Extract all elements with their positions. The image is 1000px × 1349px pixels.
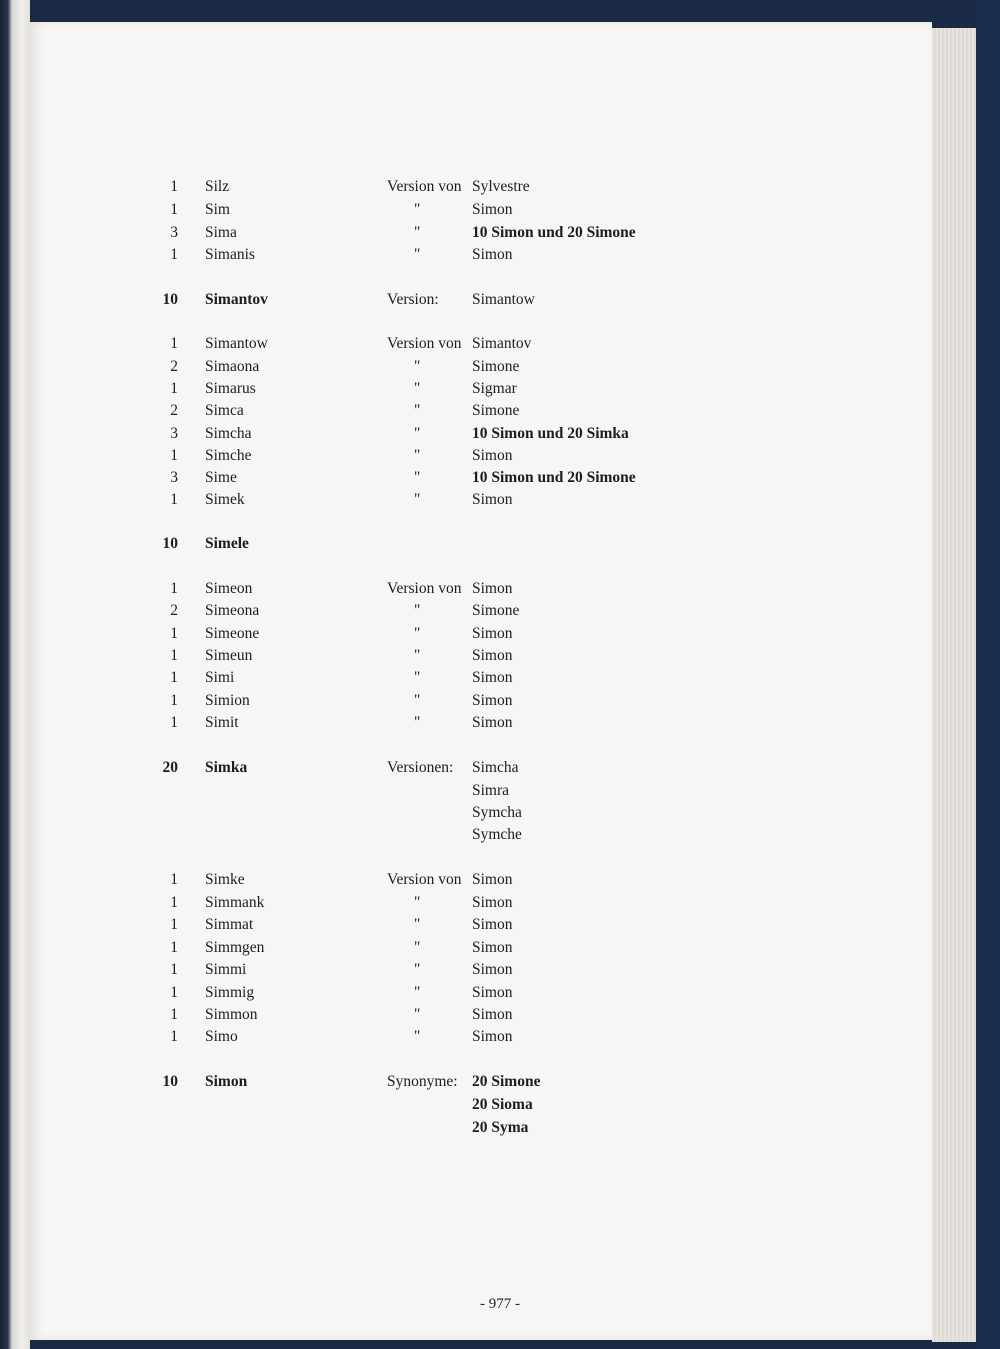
entry-name: Sima: [205, 224, 237, 241]
entry-row: [0, 356, 1000, 378]
entry-name: Simantov: [205, 291, 268, 308]
entry-row: [0, 982, 1000, 1004]
entry-value: Simon: [472, 692, 513, 709]
entry-name: Simele: [205, 535, 249, 552]
entry-count: 1: [170, 246, 178, 263]
entry-row: [0, 176, 1000, 198]
entry-row: [0, 802, 1000, 824]
entry-value: Simon: [472, 1028, 513, 1045]
entry-value: Simon: [472, 961, 513, 978]
ditto-mark: ": [414, 491, 421, 508]
entry-value: Simone: [472, 358, 520, 375]
entry-count: 2: [170, 358, 178, 375]
entry-row: [0, 667, 1000, 689]
entry-name: Simion: [205, 692, 250, 709]
entry-row: [0, 533, 1000, 555]
entry-name: Simantow: [205, 335, 268, 352]
entry-row: [0, 578, 1000, 600]
entry-row: [0, 489, 1000, 511]
entry-label: Version von: [387, 178, 462, 195]
entry-name: Simcha: [205, 425, 252, 442]
entry-row: [0, 757, 1000, 779]
entry-value: 20 Simone: [472, 1073, 541, 1090]
entry-count: 10: [162, 291, 178, 308]
ditto-mark: ": [414, 939, 421, 956]
entry-name: Simi: [205, 669, 235, 686]
entry-count: 3: [170, 469, 178, 486]
entry-name: Simo: [205, 1028, 238, 1045]
entry-count: 1: [170, 894, 178, 911]
ditto-mark: ": [414, 647, 421, 664]
entry-name: Simeona: [205, 602, 260, 619]
entry-count: 1: [170, 201, 178, 218]
entry-row: [0, 600, 1000, 622]
ditto-mark: ": [414, 916, 421, 933]
entry-row: [0, 780, 1000, 802]
ditto-mark: ": [414, 714, 421, 731]
entry-value: Simone: [472, 402, 520, 419]
ditto-mark: ": [414, 984, 421, 1001]
entry-name: Simmat: [205, 916, 254, 933]
entry-count: 1: [170, 380, 178, 397]
ditto-mark: ": [414, 380, 421, 397]
entry-value: 20 Syma: [472, 1119, 529, 1136]
entry-count: 2: [170, 402, 178, 419]
entry-count: 1: [170, 916, 178, 933]
ditto-mark: ": [414, 1006, 421, 1023]
entry-name: Simeone: [205, 625, 260, 642]
entry-value: Simon: [472, 647, 513, 664]
entry-count: 1: [170, 335, 178, 352]
entry-value: Simon: [472, 714, 513, 731]
entry-row: [0, 959, 1000, 981]
entry-name: Simche: [205, 447, 252, 464]
entry-row: [0, 467, 1000, 489]
entry-value: Simon: [472, 894, 513, 911]
entry-label: Version von: [387, 335, 462, 352]
entry-row: [0, 892, 1000, 914]
entry-row: [0, 1117, 1000, 1139]
ditto-mark: ": [414, 1028, 421, 1045]
entry-label: Version von: [387, 580, 462, 597]
entry-name: Sime: [205, 469, 237, 486]
entry-name: Simeun: [205, 647, 253, 664]
entry-row: [0, 222, 1000, 244]
entry-name: Simmon: [205, 1006, 258, 1023]
entry-row: [0, 690, 1000, 712]
entry-value: Symcha: [472, 804, 522, 821]
entry-count: 1: [170, 669, 178, 686]
ditto-mark: ": [414, 894, 421, 911]
ditto-mark: ": [414, 402, 421, 419]
entry-name: Simaona: [205, 358, 260, 375]
ditto-mark: ": [414, 224, 421, 241]
entry-label: Versionen:: [387, 759, 454, 776]
entry-count: 3: [170, 224, 178, 241]
entry-row: [0, 623, 1000, 645]
entry-row: [0, 1004, 1000, 1026]
entry-row: [0, 199, 1000, 221]
entry-value: Simon: [472, 625, 513, 642]
ditto-mark: ": [414, 625, 421, 642]
entry-row: [0, 914, 1000, 936]
entry-label: Version von: [387, 871, 462, 888]
entry-count: 1: [170, 939, 178, 956]
entry-name: Silz: [205, 178, 230, 195]
entry-value: Simon: [472, 916, 513, 933]
entry-value: Simon: [472, 491, 513, 508]
ditto-mark: ": [414, 447, 421, 464]
ditto-mark: ": [414, 201, 421, 218]
entry-value: Simon: [472, 669, 513, 686]
ditto-mark: ": [414, 961, 421, 978]
entry-count: 10: [162, 1073, 178, 1090]
entry-name: Simon: [205, 1073, 248, 1090]
entry-row: [0, 289, 1000, 311]
entry-row: [0, 423, 1000, 445]
entry-value: Simcha: [472, 759, 519, 776]
entry-value: Simantov: [472, 335, 532, 352]
entry-value: 10 Simon und 20 Simka: [472, 425, 629, 442]
entry-value: 10 Simon und 20 Simone: [472, 469, 636, 486]
entry-count: 20: [162, 759, 178, 776]
entry-value: Sylvestre: [472, 178, 530, 195]
entry-row: [0, 400, 1000, 422]
entry-name: Simek: [205, 491, 245, 508]
entry-count: 1: [170, 871, 178, 888]
entry-name: Simeon: [205, 580, 253, 597]
entry-count: 1: [170, 984, 178, 1001]
entry-row: [0, 712, 1000, 734]
entry-value: Simantow: [472, 291, 535, 308]
entry-value: Simon: [472, 984, 513, 1001]
entry-row: [0, 1094, 1000, 1116]
entry-name: Simke: [205, 871, 245, 888]
entry-name: Simca: [205, 402, 244, 419]
entry-count: 3: [170, 425, 178, 442]
entry-value: Simone: [472, 602, 520, 619]
entry-name: Simanis: [205, 246, 255, 263]
entry-value: Simon: [472, 447, 513, 464]
entry-count: 10: [162, 535, 178, 552]
entry-count: 1: [170, 692, 178, 709]
ditto-mark: ": [414, 358, 421, 375]
entry-name: Simmig: [205, 984, 255, 1001]
entry-value: Sigmar: [472, 380, 517, 397]
entry-value: Simon: [472, 201, 513, 218]
entry-value: Simra: [472, 782, 510, 799]
entry-row: [0, 244, 1000, 266]
entry-row: [0, 824, 1000, 846]
entry-value: Symche: [472, 826, 522, 843]
entry-label: Synonyme:: [387, 1073, 458, 1090]
ditto-mark: ": [414, 469, 421, 486]
entry-count: 2: [170, 602, 178, 619]
entry-count: 1: [170, 491, 178, 508]
entry-name: Simmank: [205, 894, 265, 911]
entry-name: Simmi: [205, 961, 247, 978]
ditto-mark: ": [414, 425, 421, 442]
ditto-mark: ": [414, 602, 421, 619]
entry-row: [0, 445, 1000, 467]
entry-name: Simka: [205, 759, 248, 776]
entry-value: 20 Sioma: [472, 1096, 533, 1113]
entry-value: Simon: [472, 1006, 513, 1023]
entry-row: [0, 645, 1000, 667]
entry-row: [0, 869, 1000, 891]
entry-name: Simmgen: [205, 939, 265, 956]
entry-value: Simon: [472, 871, 513, 888]
entry-name: Simit: [205, 714, 239, 731]
ditto-mark: ": [414, 692, 421, 709]
entry-count: 1: [170, 178, 178, 195]
entry-value: Simon: [472, 580, 513, 597]
entry-value: Simon: [472, 246, 513, 263]
entry-count: 1: [170, 447, 178, 464]
entry-count: 1: [170, 714, 178, 731]
entry-row: [0, 1026, 1000, 1048]
entry-row: [0, 333, 1000, 355]
entry-count: 1: [170, 1028, 178, 1045]
entry-count: 1: [170, 625, 178, 642]
entry-row: [0, 378, 1000, 400]
entry-value: 10 Simon und 20 Simone: [472, 224, 636, 241]
entry-label: Version:: [387, 291, 439, 308]
entry-name: Sim: [205, 201, 230, 218]
entry-count: 1: [170, 647, 178, 664]
entry-count: 1: [170, 580, 178, 597]
entry-count: 1: [170, 961, 178, 978]
entry-row: [0, 1071, 1000, 1093]
entry-row: [0, 937, 1000, 959]
entry-name: Simarus: [205, 380, 256, 397]
entry-value: Simon: [472, 939, 513, 956]
page-number: - 977 -: [480, 1296, 520, 1312]
ditto-mark: ": [414, 669, 421, 686]
entry-count: 1: [170, 1006, 178, 1023]
ditto-mark: ": [414, 246, 421, 263]
